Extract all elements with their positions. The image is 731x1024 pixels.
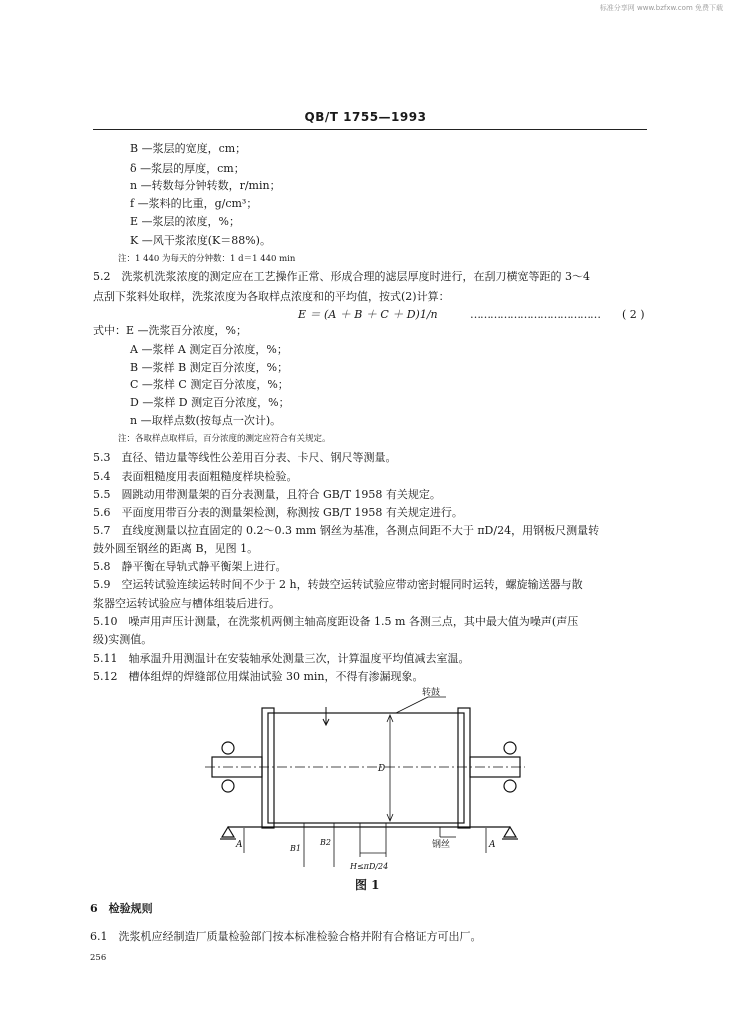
clause-5-3: 5.3 直径、错边量等线性公差用百分表、卡尺、钢尺等测量。 — [93, 451, 397, 464]
left-bearing-top — [222, 742, 234, 754]
clause-5-7-line1: 5.7 直线度测量以拉直固定的 0.2～0.3 mm 钢丝为基准，各测点间距不大于 πD/24，用钢板尺测量转 — [93, 524, 600, 537]
page-header-title: QB/T 1755—1993 — [304, 110, 427, 124]
drum-body — [268, 713, 464, 823]
figure-1-diagram — [200, 685, 530, 875]
def-E: E —浆层的浓度，%； — [130, 215, 240, 228]
clause-5-7-line2: 鼓外圆至钢丝的距离 B，见图 1。 — [93, 542, 259, 555]
def2-n: n —取样点数(按每点一次计)。 — [130, 414, 282, 427]
dim-H: H≤πD/24 — [350, 862, 389, 871]
drum-label: 转鼓 — [422, 688, 441, 698]
clause-5-6: 5.6 平面度用带百分表的测量架检测，称测按 GB/T 1958 有关规定进行。 — [93, 506, 463, 519]
clause-5-9-line2: 浆器空运转试验应与槽体组装后进行。 — [93, 597, 280, 610]
right-bearing-bottom — [504, 780, 516, 792]
def2-E: 式中：E —洗浆百分浓度，%； — [93, 324, 247, 337]
wire-label: 钢丝 — [432, 840, 451, 850]
formula-leader-dots: ………………………………… — [470, 308, 600, 321]
def2-A: A —浆样 A 测定百分浓度，%； — [130, 343, 288, 356]
right-support — [504, 827, 516, 837]
def-delta: δ —浆层的厚度，cm； — [130, 162, 245, 175]
clause-5-4: 5.4 表面粗糙度用表面粗糙度样块检验。 — [93, 470, 298, 483]
left-support — [222, 827, 234, 837]
formula-number: ( 2 ) — [622, 308, 645, 321]
def-n: n —转数每分钟转数，r/min； — [130, 179, 281, 192]
clause-5-12: 5.12 槽体组焊的焊缝部位用煤油试验 30 min，不得有渗漏现象。 — [93, 670, 424, 683]
right-bearing-top — [504, 742, 516, 754]
def2-D: D —浆样 D 测定百分浓度，%； — [130, 396, 290, 409]
clause-5-10-line2: 级)实测值。 — [93, 633, 153, 646]
clause-5-8: 5.8 静平衡在导轨式静平衡架上进行。 — [93, 560, 287, 573]
clause-5-10-line1: 5.10 噪声用声压计测量，在洗浆机两侧主轴高度距设备 1.5 m 各测三点，其中最大值为噪声(声压 — [93, 615, 579, 628]
figure-caption: 图 1 — [355, 878, 380, 892]
def2-C: C —浆样 C 测定百分浓度，%； — [130, 378, 289, 391]
note-minutes: 注：1 440 为每天的分钟数：1 d＝1 440 min — [118, 254, 296, 264]
dim-B2: B2 — [320, 838, 331, 847]
clause-5-11: 5.11 轴承温升用测温计在安装轴承处测量三次，计算温度平均值减去室温。 — [93, 652, 470, 665]
clause-6-1: 6.1 洗浆机应经制造厂质量检验部门按本标准检验合格并附有合格证方可出厂。 — [90, 930, 482, 943]
clause-5-5: 5.5 圆跳动用带测量架的百分表测量，且符合 GB/T 1958 有关规定。 — [93, 488, 441, 501]
note-sampling: 注：各取样点取样后，百分浓度的测定应符合有关规定。 — [118, 434, 331, 444]
def-f: f —浆料的比重，g/cm³； — [130, 197, 258, 210]
page-number: 256 — [90, 953, 107, 963]
clause-5-2-line1: 5.2 洗浆机洗浆浓度的测定应在工艺操作正常、形成合理的滤层厚度时进行，在刮刀横宽等距的 3～4 — [93, 270, 590, 283]
left-bearing-bottom — [222, 780, 234, 792]
formula-2: E ＝ (A ＋ B ＋ C ＋ D)1/n — [298, 308, 438, 321]
def-B: B —浆层的宽度，cm； — [130, 142, 247, 155]
header-rule — [93, 129, 647, 130]
dim-A-left: A — [236, 840, 243, 850]
def-K: K —风干浆浓度(K＝88%)。 — [130, 234, 271, 247]
clause-5-2-line2: 点刮下浆料处取样，洗浆浓度为各取样点浓度和的平均值，按式(2)计算： — [93, 290, 450, 303]
clause-5-9-line1: 5.9 空运转试验连续运转时间不少于 2 h，转鼓空运转试验应带动密封辊同时运转，螺旋输送器与散 — [93, 578, 583, 591]
section-6-title: 6 检验规则 — [90, 902, 153, 915]
dim-A-right: A — [489, 840, 496, 850]
diameter-label: D — [378, 764, 386, 774]
def2-B: B —浆样 B 测定百分浓度，%； — [130, 361, 289, 374]
watermark: 标准分享网 www.bzfxw.com 免费下载 — [599, 4, 723, 12]
dim-B1: B1 — [290, 844, 301, 853]
